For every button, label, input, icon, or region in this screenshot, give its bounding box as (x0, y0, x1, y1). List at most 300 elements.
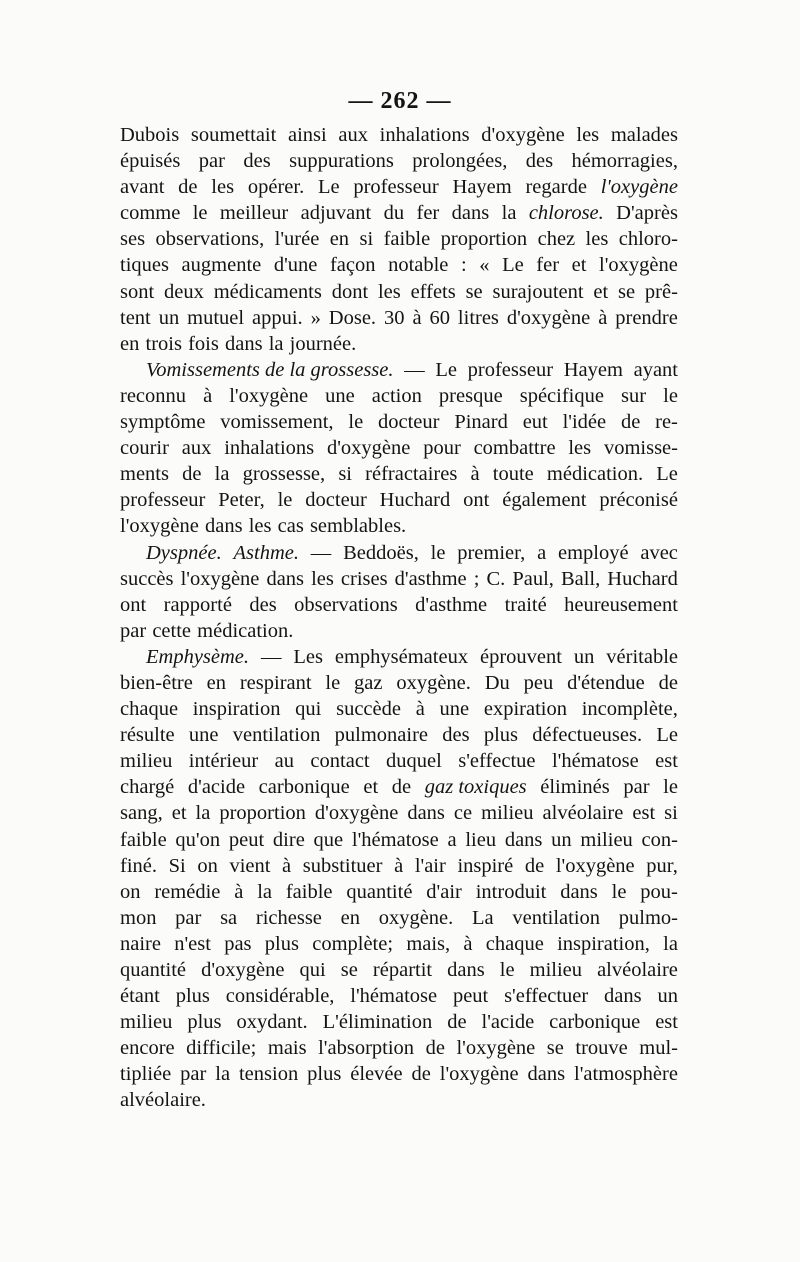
word: on (197, 854, 218, 877)
word: plus (187, 1011, 222, 1034)
word: le (430, 541, 446, 564)
word: observations (294, 593, 398, 616)
word: : (460, 254, 467, 277)
text-line (120, 750, 678, 776)
word: pulmo- (618, 906, 678, 929)
word: contact (310, 750, 370, 773)
word: plus (483, 724, 519, 747)
word: rapporté (163, 593, 232, 616)
word: professeur (467, 358, 554, 381)
word: Dubois (120, 124, 180, 146)
word: Le (502, 254, 524, 277)
word: par (120, 619, 147, 642)
word: Le (656, 724, 678, 747)
word: est (655, 750, 678, 773)
word: surajoutent (492, 280, 584, 303)
word: adjuvant (300, 202, 372, 225)
word: D'après (616, 202, 678, 225)
word: est (632, 802, 656, 825)
word: la (663, 932, 678, 955)
word: de (620, 411, 641, 434)
word: dans (224, 332, 263, 355)
text-line (120, 907, 678, 933)
word: élevée (350, 1063, 403, 1086)
word: si (338, 463, 352, 486)
word: l'air (414, 854, 446, 877)
word: mais (267, 1037, 307, 1060)
word: les (377, 280, 401, 303)
word: d'oxygène (326, 437, 411, 460)
word: à (412, 306, 422, 329)
word: la (257, 880, 272, 903)
word: C. (486, 567, 506, 590)
word: les (568, 437, 592, 460)
word: semblables. (309, 515, 407, 538)
text-line (120, 672, 678, 698)
word: inhalations (224, 437, 315, 460)
word: malades (610, 124, 678, 146)
text-line (120, 307, 678, 333)
word: richesse (255, 906, 322, 929)
word: de (425, 1037, 445, 1060)
word: par (175, 906, 202, 929)
word: ventilation (512, 906, 601, 929)
word: incomplète, (581, 698, 678, 721)
word: mon (120, 906, 157, 929)
word: à (282, 854, 292, 877)
text-line (120, 150, 678, 176)
word: réfractaires (365, 463, 458, 486)
word: soumettait (190, 124, 277, 146)
word: faible (285, 880, 333, 903)
word: la (268, 332, 284, 355)
word: de (391, 776, 412, 799)
text-line (120, 646, 678, 672)
word: con- (641, 828, 678, 851)
word: avec (640, 541, 678, 564)
word: prolongées, (412, 150, 508, 173)
word: observations, (155, 228, 265, 251)
word: dans (604, 985, 642, 1008)
word: s'effectue (458, 750, 536, 773)
word: si (359, 228, 374, 251)
text-line (120, 594, 678, 620)
word: le (611, 880, 627, 903)
word: des (442, 724, 470, 747)
word: au (274, 750, 295, 773)
word: en (329, 228, 350, 251)
word: se (618, 280, 636, 303)
word: introduit (475, 880, 547, 903)
word: presque (438, 384, 503, 407)
text-line (120, 254, 678, 280)
word: alvéolaire (542, 802, 624, 825)
word: fer (416, 202, 440, 225)
word: l'oxygène (439, 1063, 519, 1086)
word: à (394, 854, 404, 877)
word: un (573, 645, 595, 668)
word: ayant (633, 358, 678, 381)
word: trouve (575, 1037, 628, 1060)
word: se (546, 1037, 564, 1060)
word: Pinard (454, 411, 508, 434)
word: Huchard (607, 567, 678, 590)
word: est (655, 1011, 678, 1034)
word: aux (338, 124, 368, 146)
word: d'oxygène (506, 306, 591, 329)
word: l'hématose (350, 985, 438, 1008)
word: proportion (440, 228, 528, 251)
word: grossesse, (242, 463, 326, 486)
word: l'atmosphère (574, 1063, 678, 1086)
word: carbonique (258, 776, 350, 799)
word: par (180, 1063, 207, 1086)
word: spécifique (519, 384, 604, 407)
word: se (465, 280, 483, 303)
word: pulmonaire (334, 724, 429, 747)
text-line (120, 802, 678, 828)
word: appui. (252, 306, 303, 329)
text-line (120, 228, 678, 254)
word: ont (120, 593, 147, 616)
word: des (525, 150, 554, 173)
word: Huchard (379, 489, 451, 512)
word: vient (229, 854, 271, 877)
word: inspiration (192, 698, 281, 721)
word: qui (299, 959, 326, 981)
text-line (120, 855, 678, 881)
text-line (120, 281, 678, 307)
word: l'oxygène (229, 384, 309, 407)
word: mul- (639, 1037, 678, 1060)
word: ments (120, 463, 169, 486)
word: inhalations (379, 124, 470, 146)
word: le (277, 489, 293, 512)
word: alvéolaire (597, 959, 678, 981)
word: 60 (429, 306, 450, 329)
word: chloro- (618, 228, 678, 251)
word: l'urée (274, 228, 320, 251)
text-line (120, 515, 678, 541)
word: si (664, 802, 678, 825)
word: toute (492, 463, 534, 486)
word: fois (188, 332, 219, 355)
word: la (215, 1063, 231, 1086)
word: employé (557, 541, 629, 564)
text-line (120, 776, 678, 802)
word: notable (388, 254, 449, 277)
word: Les (293, 645, 323, 668)
word: symptôme (120, 411, 206, 434)
word: résulte (120, 724, 175, 747)
word: mais, (406, 932, 451, 955)
word: re- (655, 411, 678, 434)
text-line (120, 933, 678, 959)
word: docteur (378, 411, 440, 434)
word: proportion (219, 802, 306, 825)
word: par (623, 776, 650, 799)
word: reconnu (120, 384, 187, 407)
word: dans (560, 880, 598, 903)
word: aux (181, 437, 212, 460)
word: éliminés (540, 776, 610, 799)
word: répartit (372, 959, 433, 981)
body-text (120, 124, 678, 1116)
word: considérable, (225, 985, 335, 1008)
word: la (214, 463, 230, 486)
word: médication. (546, 463, 644, 486)
word: dans (204, 515, 243, 538)
word: de (178, 176, 198, 199)
word: milieu (529, 959, 583, 981)
word: Asthme. (233, 541, 299, 564)
word: tipliée (120, 1063, 172, 1086)
word: que (313, 828, 344, 851)
word: plus (175, 985, 210, 1008)
word: tension (238, 1063, 299, 1086)
word: d'oxygène (481, 124, 565, 146)
text-line (120, 1063, 678, 1089)
text-line (120, 176, 678, 202)
word: ce (453, 802, 473, 825)
word: le (663, 384, 678, 407)
word: La (472, 906, 494, 929)
word: professeur (353, 176, 439, 199)
word: premier, (457, 541, 526, 564)
word: peut (452, 985, 489, 1008)
word: d'air (426, 880, 462, 903)
word: — (404, 358, 425, 381)
word: cette (152, 619, 192, 642)
word: d'étendue (567, 671, 645, 694)
text-line (120, 985, 678, 1011)
word: l'oxygène (180, 567, 260, 590)
word: Dose. (328, 306, 377, 329)
word: dont (331, 280, 369, 303)
word: d'asthme (415, 593, 488, 616)
word: à (463, 932, 473, 955)
word: succès (120, 567, 174, 590)
word: Si (168, 854, 186, 877)
word: Le (317, 176, 340, 199)
word: épuisés (120, 150, 181, 173)
word: également (502, 489, 587, 512)
word: traité (504, 593, 547, 616)
text-line (120, 1037, 678, 1063)
word: les (576, 124, 600, 146)
word: Vomissements de la grossesse. (146, 358, 394, 381)
word: Du (484, 671, 510, 694)
word: on (120, 880, 141, 903)
word: l'absorption (318, 1037, 415, 1060)
word: faible (383, 228, 431, 251)
word: oxydant. (236, 1011, 308, 1034)
word: en (120, 332, 140, 355)
word: chaque (120, 698, 179, 721)
word: tent (120, 306, 151, 329)
word: façon (329, 254, 376, 277)
word: à (415, 698, 425, 721)
word: de (658, 671, 678, 694)
word: l'hématose (551, 750, 639, 773)
word: à (234, 880, 244, 903)
word: regarde (525, 176, 587, 199)
word: préconisé (599, 489, 678, 512)
word: faible (120, 828, 167, 851)
word: les (585, 228, 609, 251)
word: véritable (606, 645, 678, 668)
word: qu'on (175, 828, 221, 851)
word: respirant (239, 671, 312, 694)
word: tiques (120, 254, 169, 277)
word: n'est (174, 932, 211, 955)
word: carbonique (549, 1011, 641, 1034)
word: des (243, 150, 271, 173)
word: du (383, 202, 405, 225)
word: trois (145, 332, 182, 355)
word: s'effectuer (504, 985, 589, 1008)
word: — (260, 645, 282, 668)
word: d'acide (187, 776, 246, 799)
text-line (120, 437, 678, 463)
word: sont (120, 280, 155, 303)
text-line (120, 881, 678, 907)
text-line (120, 385, 678, 411)
word: ainsi (287, 124, 327, 146)
word: gaz (354, 671, 383, 694)
word: oxygène. (396, 671, 471, 694)
word: en (340, 906, 360, 929)
word: et (571, 254, 587, 277)
word: emphysémateux (334, 645, 469, 668)
word: duquel (386, 750, 442, 773)
word: lieu (465, 828, 497, 851)
word: les (248, 515, 272, 538)
word: et (363, 776, 379, 799)
word: courir (120, 437, 169, 460)
word: quantité (120, 959, 187, 981)
word: l'acide (481, 1011, 535, 1034)
word: l'oxygène (555, 854, 635, 877)
text-line (120, 1011, 678, 1037)
word: qui (295, 698, 322, 721)
word: Beddoës, (343, 541, 419, 564)
word: prê- (644, 280, 678, 303)
word: 30 (384, 306, 405, 329)
text-line (120, 489, 678, 515)
word: les (211, 176, 235, 199)
word: oxygène. (378, 906, 454, 929)
word: ventilation (232, 724, 321, 747)
word: effets (410, 280, 456, 303)
word: le (192, 202, 208, 225)
word: a (447, 828, 457, 851)
word: un (551, 828, 572, 851)
word: la (195, 802, 211, 825)
word: de (182, 463, 202, 486)
word: un (657, 985, 678, 1008)
word: complète; (312, 932, 394, 955)
word: finé. (120, 854, 157, 877)
word: le (499, 959, 515, 981)
word: fer (536, 254, 560, 277)
word: à (203, 384, 213, 407)
word: une (325, 384, 355, 407)
text-line (120, 202, 678, 228)
word: de (411, 1063, 431, 1086)
word: L'élimination (322, 1011, 433, 1034)
word: médication. (197, 619, 294, 642)
word: chargé (120, 776, 175, 799)
word: meilleur (219, 202, 289, 225)
word: ont (463, 489, 490, 512)
word: sang, (120, 802, 163, 825)
word: combattre (473, 437, 556, 460)
word: heureusement (564, 593, 678, 616)
text-line (120, 698, 678, 724)
word: prendre (615, 306, 678, 329)
word: peut (228, 828, 265, 851)
word: plus (264, 932, 299, 955)
word: pou- (640, 880, 678, 903)
word: Hayem (563, 358, 623, 381)
word: plus (307, 1063, 342, 1086)
word: Paul, (512, 567, 554, 590)
word: journée. (289, 332, 357, 355)
word: se (340, 959, 358, 981)
word: « (479, 254, 490, 277)
word: mutuel (187, 306, 245, 329)
word: inspiration, (557, 932, 650, 955)
word: difficile; (186, 1037, 257, 1060)
word: suppurations (289, 150, 394, 173)
word: éprouvent (479, 645, 562, 668)
word: action (371, 384, 422, 407)
word: ses (120, 228, 146, 251)
word: remédie (154, 880, 221, 903)
word: et (593, 280, 609, 303)
word: dans (504, 828, 543, 851)
word: les (311, 567, 334, 590)
word: Peter, (218, 489, 265, 512)
page-number: — 262 — (348, 88, 452, 114)
word: ; (473, 567, 480, 590)
word: à (598, 306, 608, 329)
word: milieu (580, 828, 633, 851)
word: vomisse- (603, 437, 678, 460)
word: intérieur (188, 750, 259, 773)
word: pour (423, 437, 461, 460)
word: sur (621, 384, 647, 407)
word: peu (523, 671, 554, 694)
word: Dyspnée. (146, 541, 222, 564)
word: inspiré (457, 854, 514, 877)
word: milieu (120, 750, 173, 773)
word: » (310, 306, 321, 329)
text-line (120, 411, 678, 437)
word: sa (220, 906, 238, 929)
word: opérer. (247, 176, 305, 199)
word: dire (272, 828, 305, 851)
word: Le (656, 463, 678, 486)
word: une (188, 724, 219, 747)
word: l'idée (562, 411, 607, 434)
word: l'oxygène (120, 515, 199, 538)
word: chez (537, 228, 576, 251)
word: des (249, 593, 277, 616)
word: cas (277, 515, 304, 538)
word: Le (435, 358, 457, 381)
